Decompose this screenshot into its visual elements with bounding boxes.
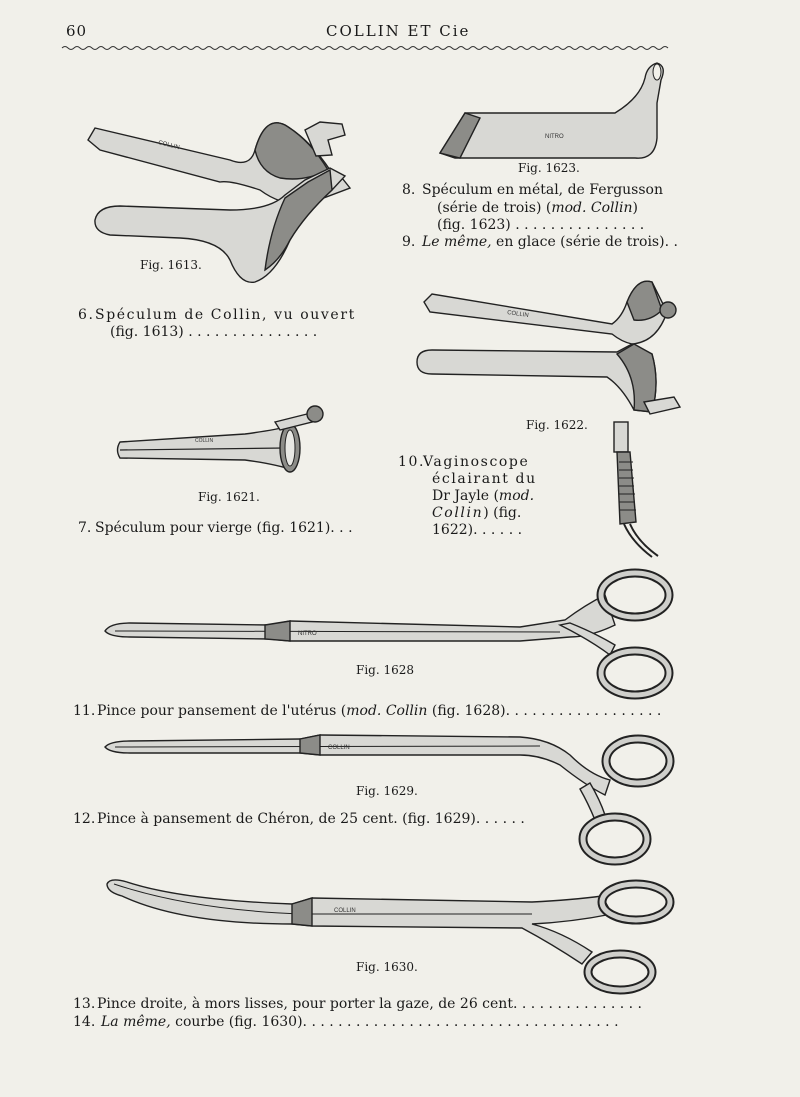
item-9-text: en glace (série de trois). . <box>491 234 678 250</box>
pince-uterus-illustration <box>100 565 680 705</box>
item-13-text: Pince droite, à mors lisses, pour porter la gaze, de 26 cent. . . . . . . . . . . . . . . <box>97 996 643 1012</box>
item-10-line3b: mod. <box>498 488 535 504</box>
item-8-line2b: mod. Collin <box>551 200 633 216</box>
page-title: COLLIN ET Cie <box>326 22 471 40</box>
item-10-line1: Vaginoscope <box>423 454 530 470</box>
speculum-collin-illustration <box>80 110 370 290</box>
collin-engraving: COLLIN <box>334 908 356 914</box>
item-9-le-meme: Le même, <box>422 234 492 250</box>
fig-1623-caption: Fig. 1623. <box>518 161 580 175</box>
item-12-text: Pince à pansement de Chéron, de 25 cent. (fig. 1629). . . . . . <box>97 811 525 827</box>
item-6-line2: (fig. 1613) . . . . . . . . . . . . . . . <box>110 324 318 340</box>
collin-engraving: COLLIN <box>328 745 350 751</box>
collin-engraving: COLLIN <box>506 310 530 319</box>
item-8-number: 8. <box>402 182 416 198</box>
item-10-number: 10. <box>398 454 426 470</box>
fig-1613-caption: Fig. 1613. <box>140 258 202 272</box>
page-number: 60 <box>66 22 88 40</box>
item-12-number: 12. <box>73 811 96 827</box>
item-6-number: 6. <box>78 307 95 323</box>
item-13-number: 13. <box>73 996 96 1012</box>
nitro-engraving: NITRO <box>298 631 317 637</box>
fig-1629-caption: Fig. 1629. <box>356 784 418 798</box>
item-11-text-a: Pince pour pansement de l'utérus ( <box>97 703 347 719</box>
item-6-line1: Spéculum de Collin, vu ouvert <box>95 307 356 323</box>
item-10-line4b: ) (fig. <box>483 505 522 521</box>
nitro-engraving: NITRO <box>545 134 564 140</box>
item-11-text-c: (fig. 1628). . . . . . . . . . . . . . . . . . <box>427 703 662 719</box>
item-9-number: 9. <box>402 234 416 250</box>
item-11-text-b: mod. Collin <box>346 703 428 719</box>
item-10-line3a: Dr Jayle ( <box>432 488 499 504</box>
header-rule <box>62 44 674 52</box>
item-10-line4a: Collin <box>432 505 484 521</box>
item-8-line2c: ) <box>632 200 638 216</box>
item-7-text: Spéculum pour vierge (fig. 1621). . . <box>95 520 353 536</box>
item-10-line2: éclairant du <box>432 471 537 487</box>
item-8-line1: Spéculum en métal, de Fergusson <box>422 182 663 198</box>
item-14-number: 14. <box>73 1014 96 1030</box>
fig-1628-caption: Fig. 1628 <box>356 663 415 677</box>
item-8-line3: (fig. 1623) . . . . . . . . . . . . . . . <box>437 217 645 233</box>
item-7-number: 7. <box>78 520 92 536</box>
fig-1630-caption: Fig. 1630. <box>356 960 418 974</box>
item-10-line5: 1622). . . . . . <box>432 522 523 538</box>
speculum-vierge-illustration <box>115 400 330 490</box>
fig-1622-caption: Fig. 1622. <box>526 418 588 432</box>
item-14-la-meme: La même, <box>101 1014 171 1030</box>
fig-1621-caption: Fig. 1621. <box>198 490 260 504</box>
item-14-text: courbe (fig. 1630). . . . . . . . . . . . . . . . . . . . . . . . . . . . . . . . . . . . <box>170 1014 619 1030</box>
collin-engraving: COLLIN <box>157 140 181 152</box>
item-8-line2a: (série de trois) ( <box>437 200 552 216</box>
item-11-number: 11. <box>73 703 96 719</box>
speculum-fergusson-illustration <box>435 58 670 168</box>
collin-engraving: COLLIN <box>195 438 214 444</box>
pince-gaze-courbe-illustration <box>102 872 682 997</box>
